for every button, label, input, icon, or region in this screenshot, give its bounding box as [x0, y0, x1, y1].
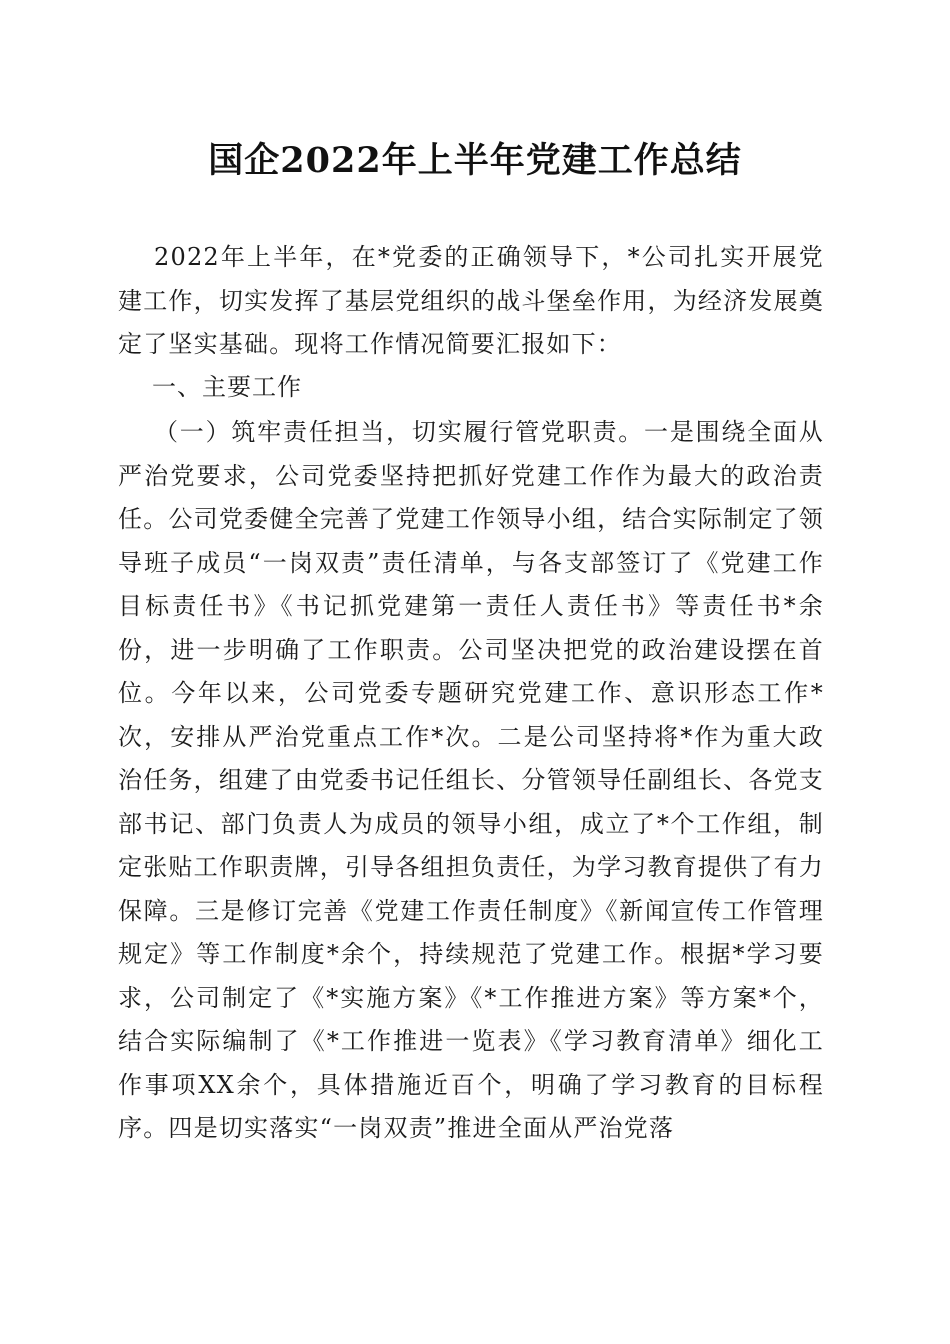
section-heading-main-work: 一、主要工作 [152, 373, 302, 401]
document-title: 国企2022年上半年党建工作总结 [208, 140, 742, 181]
intro-paragraph: 2022年上半年，在*党委的正确领导下，*公司扎实开展党建工作，切实发挥了基层党组织的战斗堡垒作用，为经济发展奠定了坚实基础。现将工作情况简要汇报如下： [118, 243, 824, 358]
subsection-1-paragraph [118, 411, 824, 1151]
subsection-1-heading: （一）筑牢责任担当，切实履行管党职责。 [154, 418, 645, 446]
subsection-1-body: 一是围绕全面从严治党要求，公司党委坚持把抓好党建工作作为最大的政治责任。公司党委健全完善了党建工作领导小组，结合实际制定了领导班子成员“一岗双责”责任清单，与各支部签订了《党建工作目标责任书》《书记抓党建第一责任人责任书》等责任书*余份，进一步明确了工作职责。公司坚决把党的政治建设摆在首位。今年以来，公司党委专题研究党建工作、意识形态工作*次，安排从严治党重点工作*次。二是公司坚持将*作为重大政治任务，组建了由党委书记任组长、分管领导任副组长、各党支部书记、部门负责人为成员的领导小组，成立了*个工作组，制定张贴工作职责牌，引导各组担负责任，为学习教育提供了有力保障。三是修订完善《党建工作责任制度》《新闻宣传工作管理规定》等工作制度*余个，持续规范了党建工作。根据*学习要求，公司制定了《*实施方案》《*工作推进方案》等方案*个，结合实际编制了《*工作推进一览表》《学习教育清单》细化工作事项XX余个，具体措施近百个，明确了学习教育的目标程序。四是切实落实“一岗双责”推进全面从严治党落 [118, 418, 824, 1142]
